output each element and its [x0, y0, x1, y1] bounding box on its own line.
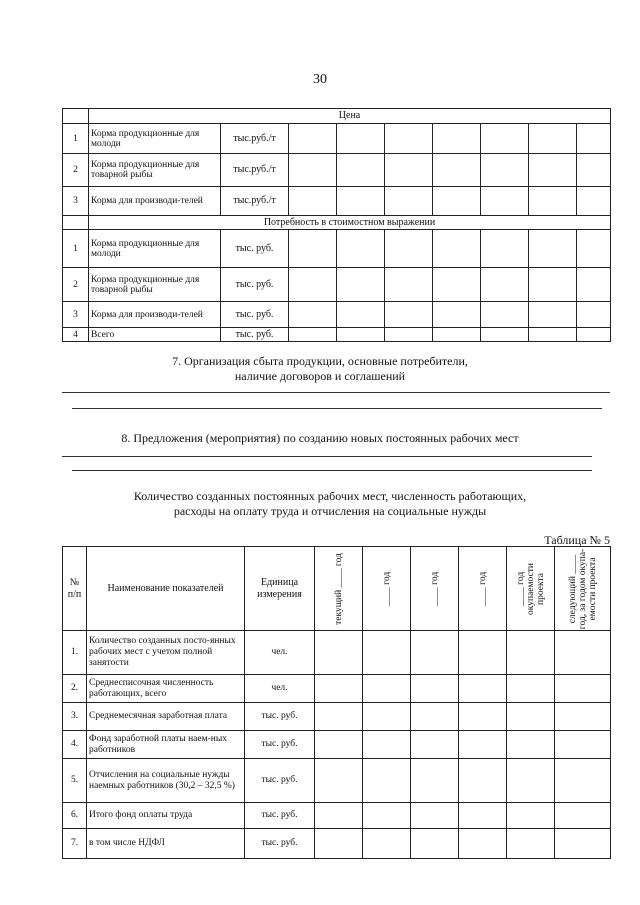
row-number: 1: [63, 124, 89, 154]
row-name: Корма для производи-телей: [89, 302, 221, 328]
row-unit: чел.: [245, 631, 315, 675]
row-unit: тыс. руб.: [245, 803, 315, 829]
table-row: [63, 731, 611, 759]
row-unit: тыс. руб.: [245, 703, 315, 731]
table-row: [63, 187, 611, 216]
row-unit: тыс. руб.: [221, 302, 289, 328]
table-caption: Таблица № 5: [544, 533, 610, 547]
intro-line1: Количество созданных постоянных рабочих мест, численность работающих,: [133, 489, 527, 503]
row-name: Всего: [89, 328, 221, 342]
row-name: Корма для производи-телей: [89, 187, 221, 216]
row-number: 2.: [63, 675, 87, 703]
header-year-3: ____ год: [411, 547, 459, 631]
row-number: 1: [63, 230, 89, 268]
row-number: 6.: [63, 803, 87, 829]
table-row: [63, 759, 611, 803]
blank-line: [72, 408, 602, 409]
row-number: 3: [63, 302, 89, 328]
row-unit: тыс.руб./т: [221, 187, 289, 216]
row-name: Количество созданных посто-янных рабочих мест с учетом полной занятости: [87, 631, 245, 675]
section-title: Цена: [89, 109, 611, 124]
section-7-line2: наличие договоров и соглашений: [234, 369, 406, 383]
row-number: 2: [63, 154, 89, 187]
row-unit: тыс. руб.: [245, 731, 315, 759]
table-row: [63, 703, 611, 731]
header-unit: Единица измерения: [245, 547, 315, 631]
row-name: Корма продукционные для молоди: [89, 124, 221, 154]
intro-line2: расходы на оплату труда и отчисления на социальные нужды: [173, 504, 487, 518]
feed-table: [62, 108, 611, 342]
row-unit: тыс. руб.: [221, 268, 289, 302]
row-name: Корма продукционные для молоди: [89, 230, 221, 268]
table-row: [63, 631, 611, 675]
row-name: Среднесписочная численность работающих, всего: [87, 675, 245, 703]
row-unit: чел.: [245, 675, 315, 703]
row-name: Отчисления на социальные нужды наемных работников (30,2 – 32,5 %): [87, 759, 245, 803]
row-number: 7.: [63, 829, 87, 859]
header-year-next: следующий ____ год, за годом окупа-емости проекта: [555, 547, 611, 631]
row-number: 4: [63, 328, 89, 342]
section-7-heading: [0, 354, 640, 384]
row-name: в том числе НДФЛ: [87, 829, 245, 859]
blank-line: [72, 470, 592, 471]
section-8-heading: 8. Предложения (мероприятия) по созданию новых постоянных рабочих мест: [121, 431, 519, 445]
header-row: [63, 547, 611, 631]
table-row: [63, 268, 611, 302]
row-unit: тыс. руб.: [221, 230, 289, 268]
row-name: Среднемесячная заработная плата: [87, 703, 245, 731]
row-unit: тыс.руб./т: [221, 154, 289, 187]
header-year-current: текущий ____ год: [315, 547, 363, 631]
jobs-table: [62, 546, 611, 859]
section-7-line1: 7. Организация сбыта продукции, основные потребители,: [172, 354, 468, 368]
header-num: № п/п: [63, 547, 87, 631]
table-row: [63, 302, 611, 328]
table-row: [63, 803, 611, 829]
blank-line: [62, 392, 610, 393]
header-year-4: ____ год: [459, 547, 507, 631]
table-row: [63, 230, 611, 268]
table5-intro: [60, 489, 600, 519]
table-row: [63, 829, 611, 859]
table-row: [63, 675, 611, 703]
table-row: [63, 124, 611, 154]
header-year-2: ____ год: [363, 547, 411, 631]
section-title: Потребность в стоимостном выражении: [89, 216, 611, 230]
row-number: 3: [63, 187, 89, 216]
row-unit: тыс. руб.: [245, 759, 315, 803]
section-header-row: [63, 216, 611, 230]
section-header-row: [63, 109, 611, 124]
row-unit: тыс.руб./т: [221, 124, 289, 154]
table-row: [63, 328, 611, 342]
header-year-payback: ____ год окупаемости проекта: [507, 547, 555, 631]
row-unit: тыс. руб.: [245, 829, 315, 859]
row-name: Фонд заработной платы наем-ных работников: [87, 731, 245, 759]
header-name: Наименование показателей: [87, 547, 245, 631]
row-name: Корма продукционные для товарной рыбы: [89, 154, 221, 187]
row-name: Корма продукционные для товарной рыбы: [89, 268, 221, 302]
blank-line: [62, 456, 592, 457]
row-number: 3.: [63, 703, 87, 731]
row-number: 4.: [63, 731, 87, 759]
row-unit: тыс. руб.: [221, 328, 289, 342]
row-number: 2: [63, 268, 89, 302]
page-number: 30: [313, 72, 327, 87]
row-number: 5.: [63, 759, 87, 803]
row-name: Итого фонд оплаты труда: [87, 803, 245, 829]
table-row: [63, 154, 611, 187]
row-number: 1.: [63, 631, 87, 675]
